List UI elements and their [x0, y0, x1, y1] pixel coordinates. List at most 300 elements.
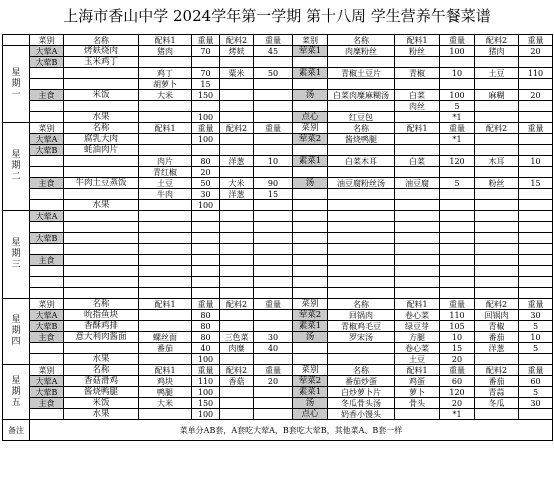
menu-cell [519, 288, 553, 299]
menu-cell [328, 101, 395, 112]
menu-cell [395, 222, 440, 233]
menu-cell [30, 354, 64, 365]
menu-cell: 水果 [64, 409, 139, 420]
menu-cell: 150 [192, 398, 220, 409]
menu-cell: 100 [192, 134, 220, 145]
menu-cell [192, 222, 220, 233]
menu-cell [192, 145, 220, 156]
menu-cell: 洋葱 [475, 343, 519, 354]
menu-cell: 胡萝卜 [139, 79, 192, 90]
menu-cell [139, 354, 192, 365]
menu-cell [293, 255, 328, 266]
menu-cell: 110 [192, 376, 220, 387]
menu-cell: 110 [519, 68, 553, 79]
day-label [3, 211, 30, 299]
menu-cell [475, 134, 519, 145]
menu-cell: 主食 [30, 178, 64, 189]
menu-cell: 木耳 [475, 156, 519, 167]
menu-cell [519, 266, 553, 277]
menu-cell: 大荤A [30, 376, 64, 387]
menu-cell [139, 255, 192, 266]
menu-cell [64, 244, 139, 255]
menu-cell: 20 [440, 354, 475, 365]
menu-cell [293, 266, 328, 277]
menu-cell: 肉丝 [395, 101, 440, 112]
menu-cell: 油豆腐 [395, 178, 440, 189]
menu-cell [220, 288, 254, 299]
menu-cell [254, 233, 293, 244]
menu-cell: 荤菜2 [293, 134, 328, 145]
menu-cell [254, 200, 293, 211]
menu-cell: 名称 [328, 365, 395, 376]
menu-cell: *1 [440, 112, 475, 123]
menu-cell: 汤 [293, 178, 328, 189]
day-label-text: 星期四 [11, 315, 21, 347]
menu-cell [139, 101, 192, 112]
menu-cell: 素菜1 [293, 156, 328, 167]
menu-cell: 5 [440, 101, 475, 112]
menu-cell [328, 255, 395, 266]
menu-cell: 大米 [220, 178, 254, 189]
day-label [3, 299, 30, 365]
menu-cell [139, 145, 192, 156]
menu-cell: 罗宋汤 [328, 332, 395, 343]
menu-cell: 肉片 [139, 156, 192, 167]
menu-cell: 15 [192, 79, 220, 90]
menu-cell: 螺丝面 [139, 332, 192, 343]
table-row [3, 101, 553, 112]
menu-cell [519, 189, 553, 200]
menu-cell [64, 277, 139, 288]
menu-cell [395, 288, 440, 299]
menu-cell [254, 57, 293, 68]
menu-cell [440, 167, 475, 178]
menu-table [2, 34, 553, 441]
menu-cell: 卷心菜 [395, 310, 440, 321]
menu-cell: 20 [519, 90, 553, 101]
menu-cell: 回锅肉 [475, 310, 519, 321]
menu-cell [440, 200, 475, 211]
menu-cell [254, 255, 293, 266]
table-row [3, 189, 553, 200]
menu-cell [220, 255, 254, 266]
menu-cell: 主食 [30, 90, 64, 101]
menu-cell [30, 101, 64, 112]
menu-cell [220, 79, 254, 90]
menu-cell [395, 255, 440, 266]
menu-cell: 30 [519, 310, 553, 321]
menu-cell [220, 409, 254, 420]
menu-cell [220, 101, 254, 112]
day-label-text: 星期二 [11, 150, 21, 182]
menu-cell: 配料2 [475, 365, 519, 376]
menu-cell [220, 244, 254, 255]
menu-cell: 20 [519, 46, 553, 57]
menu-cell: 大米 [139, 398, 192, 409]
menu-cell: 60 [519, 376, 553, 387]
menu-cell [519, 244, 553, 255]
menu-cell [475, 277, 519, 288]
menu-cell: 肉糜 [220, 343, 254, 354]
menu-cell: 鸡蛋 [395, 376, 440, 387]
menu-cell [328, 79, 395, 90]
table-row [3, 398, 553, 409]
menu-cell: 点心 [293, 409, 328, 420]
menu-cell [254, 321, 293, 332]
menu-cell: 重量 [192, 299, 220, 310]
table-row [3, 200, 553, 211]
menu-cell [254, 277, 293, 288]
menu-cell: 菜别 [30, 365, 64, 376]
menu-cell: 100 [192, 409, 220, 420]
header-cell: 配料1 [139, 35, 192, 46]
menu-cell [139, 112, 192, 123]
day-label [3, 46, 30, 123]
menu-cell: 荤菜1 [293, 46, 328, 57]
menu-cell: 100 [440, 90, 475, 101]
table-row [3, 145, 553, 156]
menu-cell [519, 354, 553, 365]
menu-cell: 荤菜2 [293, 310, 328, 321]
menu-cell [30, 222, 64, 233]
menu-cell: 番茄 [139, 343, 192, 354]
menu-cell [328, 145, 395, 156]
menu-cell [254, 266, 293, 277]
table-row [3, 178, 553, 189]
menu-cell: 青椒鸡毛豆 [328, 321, 395, 332]
menu-cell [64, 68, 139, 79]
menu-cell [192, 101, 220, 112]
menu-cell: 配料2 [220, 365, 254, 376]
menu-cell [328, 277, 395, 288]
menu-cell: 青椒土豆片 [328, 68, 395, 79]
table-row [3, 233, 553, 244]
menu-cell: 红豆包 [328, 112, 395, 123]
menu-cell: 青红椒 [139, 167, 192, 178]
menu-cell: 名称 [64, 365, 139, 376]
menu-cell [440, 244, 475, 255]
menu-cell: 90 [254, 178, 293, 189]
menu-cell [395, 134, 440, 145]
menu-cell: 配料2 [475, 123, 519, 134]
menu-cell: 30 [192, 189, 220, 200]
menu-cell [64, 211, 139, 222]
menu-cell [328, 288, 395, 299]
menu-cell [475, 409, 519, 420]
menu-cell [395, 233, 440, 244]
menu-cell [395, 57, 440, 68]
menu-cell: 配料2 [220, 123, 254, 134]
menu-cell: 米饭 [64, 398, 139, 409]
menu-cell [254, 134, 293, 145]
menu-cell: 白菜 [395, 156, 440, 167]
menu-cell [64, 266, 139, 277]
menu-cell: 20 [440, 398, 475, 409]
table-row [3, 288, 553, 299]
header-cell: 配料2 [220, 35, 254, 46]
menu-cell: 100 [192, 112, 220, 123]
menu-cell: 蚝油肉片 [64, 145, 139, 156]
menu-cell [64, 189, 139, 200]
menu-cell [440, 145, 475, 156]
menu-cell: 水果 [64, 112, 139, 123]
menu-cell [30, 167, 64, 178]
menu-cell [475, 101, 519, 112]
menu-cell [293, 57, 328, 68]
menu-cell [192, 211, 220, 222]
menu-cell [254, 244, 293, 255]
menu-cell: *1 [440, 134, 475, 145]
menu-cell [220, 134, 254, 145]
menu-cell [395, 112, 440, 123]
menu-cell [220, 266, 254, 277]
menu-cell: 5 [519, 321, 553, 332]
table-row [3, 376, 553, 387]
menu-cell: 米饭 [64, 90, 139, 101]
menu-cell [139, 222, 192, 233]
menu-cell: 名称 [328, 299, 395, 310]
menu-cell: 土豆 [395, 354, 440, 365]
menu-cell [328, 189, 395, 200]
menu-cell: 酱烧鸭腿 [328, 134, 395, 145]
table-row [3, 365, 553, 376]
menu-cell [293, 79, 328, 90]
menu-cell [440, 266, 475, 277]
menu-cell: 110 [440, 310, 475, 321]
menu-cell [440, 255, 475, 266]
menu-cell [192, 233, 220, 244]
menu-cell: 方腿 [395, 332, 440, 343]
day-label-text: 星期五 [11, 375, 21, 408]
menu-cell [30, 189, 64, 200]
menu-cell: 10 [254, 156, 293, 167]
menu-cell: 重量 [519, 123, 553, 134]
menu-cell [475, 200, 519, 211]
menu-cell: 大荤B [30, 233, 64, 244]
menu-cell: 青蒜 [475, 387, 519, 398]
menu-cell: 40 [254, 343, 293, 354]
day-label [3, 365, 30, 420]
menu-cell [440, 57, 475, 68]
menu-cell: 素菜1 [293, 387, 328, 398]
table-row [3, 387, 553, 398]
menu-cell: 番茄 [475, 332, 519, 343]
menu-cell: 回锅肉 [328, 310, 395, 321]
menu-cell [293, 343, 328, 354]
menu-cell: 配料1 [395, 299, 440, 310]
menu-cell [293, 277, 328, 288]
menu-cell: 香酥鸡排 [64, 321, 139, 332]
menu-cell: 100 [192, 354, 220, 365]
menu-cell: 汤 [293, 332, 328, 343]
remark-text: 菜单分AB套，A套吃大荤A，B套吃大荤B，其他菜A、B套一样 [30, 420, 553, 441]
menu-cell: 菜别 [293, 123, 328, 134]
menu-cell: 配料1 [395, 123, 440, 134]
menu-cell [30, 156, 64, 167]
table-row [3, 57, 553, 68]
menu-cell: 重量 [254, 365, 293, 376]
menu-cell [440, 222, 475, 233]
menu-cell [519, 233, 553, 244]
table-row [3, 90, 553, 101]
table-row [3, 167, 553, 178]
menu-cell [220, 354, 254, 365]
table-row [3, 211, 553, 222]
menu-cell: 素菜1 [293, 321, 328, 332]
remark-label: 备注 [3, 420, 30, 441]
header-row [3, 35, 553, 46]
menu-cell: 重量 [440, 123, 475, 134]
menu-cell [254, 145, 293, 156]
menu-cell: 烤麸烧肉 [64, 46, 139, 57]
menu-cell: 10 [519, 156, 553, 167]
menu-cell [519, 79, 553, 90]
menu-cell [220, 277, 254, 288]
menu-cell: 重量 [440, 365, 475, 376]
menu-cell [440, 211, 475, 222]
menu-cell: 水果 [64, 354, 139, 365]
menu-cell: 大荤B [30, 145, 64, 156]
menu-cell [192, 277, 220, 288]
table-row [3, 332, 553, 343]
menu-cell: 20 [192, 167, 220, 178]
page-title: 上海市香山中学 2024学年第一学期 第十八周 学生营养午餐菜谱 [63, 7, 491, 25]
menu-cell [220, 233, 254, 244]
table-row [3, 266, 553, 277]
menu-cell: 150 [192, 90, 220, 101]
menu-cell: 70 [192, 68, 220, 79]
menu-cell [293, 200, 328, 211]
menu-cell: 120 [440, 156, 475, 167]
menu-cell [139, 310, 192, 321]
menu-cell: 大荤B [30, 57, 64, 68]
menu-cell [395, 189, 440, 200]
header-cell: 名称 [64, 35, 139, 46]
menu-cell: 20 [254, 376, 293, 387]
menu-cell [64, 156, 139, 167]
menu-cell [139, 211, 192, 222]
menu-cell [254, 211, 293, 222]
menu-cell: 大荤A [30, 310, 64, 321]
menu-cell [64, 343, 139, 354]
menu-cell: 50 [254, 68, 293, 79]
menu-cell [220, 112, 254, 123]
menu-cell: 10 [440, 332, 475, 343]
menu-cell: 番茄炒蛋 [328, 376, 395, 387]
menu-cell [475, 189, 519, 200]
menu-cell: 腐乳大肉 [64, 134, 139, 145]
day-label-text: 星期一 [11, 67, 21, 100]
menu-cell [328, 266, 395, 277]
menu-cell [395, 211, 440, 222]
menu-cell [519, 222, 553, 233]
menu-cell: 100 [440, 46, 475, 57]
menu-cell: 肉糜粉丝 [328, 46, 395, 57]
menu-cell: 105 [440, 321, 475, 332]
menu-cell [519, 277, 553, 288]
menu-cell [519, 200, 553, 211]
menu-cell [293, 244, 328, 255]
menu-cell [254, 398, 293, 409]
menu-cell: *1 [440, 409, 475, 420]
menu-cell [30, 343, 64, 354]
menu-cell: 重量 [519, 299, 553, 310]
menu-cell [220, 90, 254, 101]
menu-cell: 洋葱 [220, 156, 254, 167]
header-cell: 重量 [254, 35, 293, 46]
table-row [3, 244, 553, 255]
table-row [3, 46, 553, 57]
menu-cell [519, 409, 553, 420]
menu-cell: 100 [192, 387, 220, 398]
header-cell: 重量 [192, 35, 220, 46]
menu-cell: 配料1 [395, 365, 440, 376]
header-cell: 重量 [519, 35, 553, 46]
menu-cell: 冬瓜 [475, 398, 519, 409]
table-row [3, 112, 553, 123]
menu-cell [395, 200, 440, 211]
menu-cell [30, 79, 64, 90]
menu-cell: 牛肉土豆蒸饭 [64, 178, 139, 189]
menu-cell [30, 200, 64, 211]
menu-cell: 番茄 [475, 376, 519, 387]
table-row [3, 354, 553, 365]
menu-cell: 荤菜2 [293, 376, 328, 387]
menu-cell: 重量 [192, 365, 220, 376]
menu-cell: 名称 [64, 123, 139, 134]
header-cell: 菜别 [293, 35, 328, 46]
menu-cell: 白菜肉糜麻糊汤 [328, 90, 395, 101]
table-row [3, 255, 553, 266]
menu-cell: 冬瓜骨头汤 [328, 398, 395, 409]
menu-cell: 素菜1 [293, 68, 328, 79]
menu-cell: 粉丝 [475, 178, 519, 189]
menu-cell [293, 145, 328, 156]
menu-cell: 30 [254, 332, 293, 343]
menu-cell: 香菇 [220, 376, 254, 387]
menu-cell [328, 167, 395, 178]
menu-cell: 白炒萝卜片 [328, 387, 395, 398]
menu-cell [475, 145, 519, 156]
menu-cell [475, 266, 519, 277]
menu-cell [139, 321, 192, 332]
menu-cell: 名称 [64, 299, 139, 310]
menu-cell [139, 277, 192, 288]
menu-cell [254, 90, 293, 101]
menu-cell [328, 211, 395, 222]
menu-cell [293, 288, 328, 299]
menu-cell [293, 222, 328, 233]
menu-cell [475, 57, 519, 68]
menu-cell: 麻糊 [475, 90, 519, 101]
menu-cell [475, 288, 519, 299]
menu-cell [30, 68, 64, 79]
menu-cell: 5 [440, 178, 475, 189]
menu-cell [440, 79, 475, 90]
menu-cell [293, 189, 328, 200]
header-cell: 重量 [440, 35, 475, 46]
menu-cell: 卷心菜 [395, 343, 440, 354]
remark-row [3, 420, 553, 441]
menu-cell: 大荤A [30, 46, 64, 57]
menu-cell [519, 57, 553, 68]
table-row [3, 321, 553, 332]
table-row [3, 277, 553, 288]
menu-cell [30, 266, 64, 277]
menu-cell [475, 354, 519, 365]
menu-cell: 大荤B [30, 321, 64, 332]
menu-cell: 烤麸 [220, 46, 254, 57]
